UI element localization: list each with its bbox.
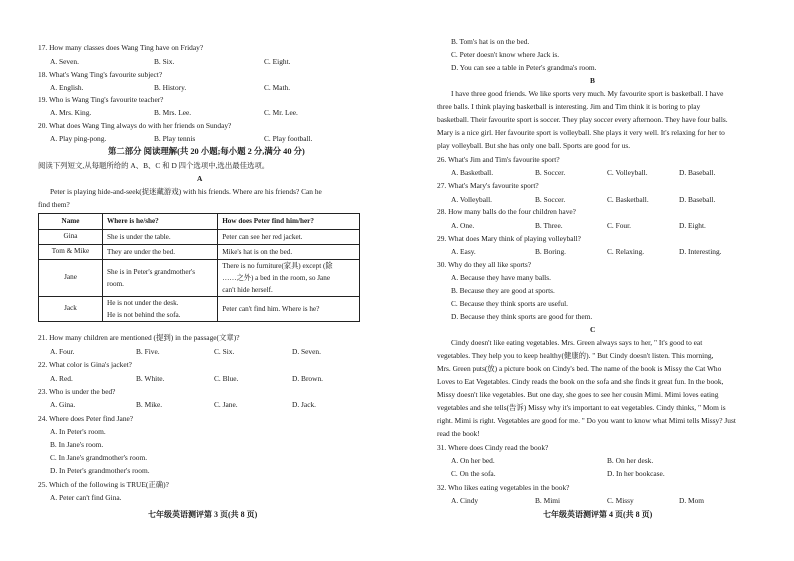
table-cell-where <box>103 260 218 297</box>
question-32-option-d: D. Mom <box>679 496 705 505</box>
question-25-option-c: C. Peter doesn't know where Jack is. <box>451 50 560 59</box>
question-30-option-c: C. Because they think sports are useful. <box>451 299 568 308</box>
question-24-option-d: D. In Peter's grandmother's room. <box>50 466 150 475</box>
right-page <box>397 0 794 561</box>
question-18-option-b: B. History. <box>154 83 187 92</box>
question-29-option-c: C. Relaxing. <box>607 247 645 256</box>
passage-a-intro-line-2: find them? <box>38 200 70 209</box>
hide-and-seek-table <box>38 213 360 322</box>
table-cell-text: She is in Peter's grandmother's <box>107 268 196 276</box>
question-21-option-a: A. Four. <box>50 347 75 356</box>
page-footer: 七年级英语测评第 4 页(共 8 页) <box>543 510 653 519</box>
question-21-option-c: C. Six. <box>214 347 235 356</box>
question-18-stem: 18. What's Wang Ting's favourite subject? <box>38 70 163 79</box>
question-21-option-b: B. Five. <box>136 347 160 356</box>
question-27-option-d: D. Baseball. <box>679 195 716 204</box>
table-cell-name: Gina <box>39 230 103 245</box>
passage-c-line: Loves to Eat Vegetables. Cindy reads the book on the sofa and she finds it great fun. In the book, <box>437 377 724 386</box>
question-20-stem: 20. What does Wang Ting always do with her friends on Sunday? <box>38 121 232 130</box>
question-27-stem: 27. What's Mary's favourite sport? <box>437 181 539 190</box>
question-20-option-c: C. Play football. <box>264 134 313 143</box>
table-cell-name: Tom & Mike <box>39 245 103 260</box>
question-22-option-c: C. Blue. <box>214 374 239 383</box>
table-cell-how <box>218 230 360 245</box>
passage-b-line: basketball. Their favourite sport is soccer. They play soccer every afternoon. They have four balls. <box>437 115 728 124</box>
table-cell-text: He is not behind the sofa. <box>107 311 181 319</box>
question-24-stem: 24. Where does Peter find Jane? <box>38 414 134 423</box>
passage-b-line: play volleyball. But she has only one ball. Sports are good for us. <box>437 141 631 150</box>
question-19-stem: 19. Who is Wang Ting's favourite teacher? <box>38 95 164 104</box>
question-23-option-b: B. Mike. <box>136 400 163 409</box>
passage-c-label: C <box>590 325 596 334</box>
table-cell-where <box>103 230 218 245</box>
question-18-option-c: C. Math. <box>264 83 291 92</box>
question-29-option-d: D. Interesting. <box>679 247 722 256</box>
question-23-option-a: A. Gina. <box>50 400 76 409</box>
passage-c-line: right. Mimi is right. Vegetables are good for me. " Do you want to know what Mimi tells Missy? Just <box>437 416 736 425</box>
question-31-option-c: C. On the sofa. <box>451 469 496 478</box>
question-32-stem: 32. Who likes eating vegetables in the book? <box>437 483 570 492</box>
question-17-stem: 17. How many classes does Wang Ting have on Friday? <box>38 43 204 52</box>
passage-c-line: Cindy doesn't like eating vegetables. Mrs. Green always says to her, " It's good to eat <box>451 338 703 347</box>
question-25-option-a: A. Peter can't find Gina. <box>50 493 122 502</box>
question-17-option-a: A. Seven. <box>50 57 79 66</box>
question-19-option-c: C. Mr. Lee. <box>264 108 298 117</box>
question-31-option-d: D. In her bookcase. <box>607 469 665 478</box>
table-cell-how <box>218 260 360 297</box>
table-header-row <box>39 214 360 230</box>
question-26-option-a: A. Basketball. <box>451 168 494 177</box>
question-31-stem: 31. Where does Cindy read the book? <box>437 443 549 452</box>
question-22-option-d: D. Brown. <box>292 374 323 383</box>
question-19-option-b: B. Mrs. Lee. <box>154 108 192 117</box>
table-cell-text: can't hide herself. <box>222 286 273 294</box>
question-32-option-a: A. Cindy <box>451 496 479 505</box>
question-26-option-c: C. Volleyball. <box>607 168 648 177</box>
question-30-stem: 30. Why do they all like sports? <box>437 260 532 269</box>
question-30-option-b: B. Because they are good at sports. <box>451 286 555 295</box>
question-24-option-b: B. In Jane's room. <box>50 440 104 449</box>
passage-a-label: A <box>197 174 203 183</box>
passage-c-line: vegetables and she tells(告诉) Missy why it's important to eat vegetables. Cindy thinks, " Mom is <box>437 403 726 412</box>
question-31-option-b: B. On her desk. <box>607 456 654 465</box>
question-23-option-c: C. Jane. <box>214 400 238 409</box>
passage-c-line: vegetables. They help you to keep healthy(健康的). " But Cindy doesn't listen. This morning, <box>437 351 714 360</box>
table-row <box>39 260 360 297</box>
question-20-option-a: A. Play ping-pong. <box>50 134 107 143</box>
table-cell-text: They are under the bed. <box>107 248 176 256</box>
table-cell-where <box>103 297 218 322</box>
question-18-option-a: A. English. <box>50 83 84 92</box>
question-28-option-b: B. Three. <box>535 221 563 230</box>
question-17-option-c: C. Eight. <box>264 57 291 66</box>
question-26-stem: 26. What's Jim and Tim's favourite sport? <box>437 155 560 164</box>
table-cell-text: room. <box>107 280 124 288</box>
question-27-option-c: C. Basketball. <box>607 195 649 204</box>
table-header-where: Where is he/she? <box>103 214 218 230</box>
table-cell-where <box>103 245 218 260</box>
question-24-option-a: A. In Peter's room. <box>50 427 106 436</box>
table-cell-name: Jane <box>39 260 103 297</box>
question-29-option-a: A. Easy. <box>451 247 476 256</box>
table-row <box>39 245 360 260</box>
passage-b-line: Mary is a nice girl. Her favourite sport is volleyball. She plays it very well. It's relaxing for her to <box>437 128 725 137</box>
question-20-option-b: B. Play tennis <box>154 134 196 143</box>
question-27-option-a: A. Volleyball. <box>451 195 492 204</box>
table-header-how: How does Peter find him/her? <box>218 214 360 230</box>
question-24-option-c: C. In Jane's grandmother's room. <box>50 453 148 462</box>
table-cell-how <box>218 297 360 322</box>
passage-b-line: three balls. I think playing basketball is interesting. Jim and Tim think it is boring to play <box>437 102 701 111</box>
question-23-stem: 23. Who is under the bed? <box>38 387 116 396</box>
question-22-stem: 22. What color is Gina's jacket? <box>38 360 132 369</box>
table-row <box>39 230 360 245</box>
question-30-option-d: D. Because they think sports are good for them. <box>451 312 593 321</box>
table-cell-text: ……之外) a bed in the room, so Jane <box>222 274 331 282</box>
section-instruction: 阅读下列短文,从每题所给的 A、B、C 和 D 四个选项中,选出最佳选项。 <box>38 161 270 170</box>
table-header-name: Name <box>39 214 103 230</box>
passage-c-line: Missy doesn't like vegetables. But one day, she goes to see her cousin Mimi. Mimi loves eating <box>437 390 719 399</box>
question-28-stem: 28. How many balls do the four children have? <box>437 207 576 216</box>
question-32-option-b: B. Mimi <box>535 496 561 505</box>
passage-c-line: read the book! <box>437 429 480 438</box>
table-cell-how <box>218 245 360 260</box>
passage-b-line: I have three good friends. We like sports very much. My favourite sport is basketball. I have <box>451 89 724 98</box>
table-cell-text: Peter can see her red jacket. <box>222 233 303 241</box>
question-21-option-d: D. Seven. <box>292 347 321 356</box>
question-28-option-a: A. One. <box>451 221 475 230</box>
table-cell-text: She is under the table. <box>107 233 171 241</box>
question-21-stem: 21. How many children are mentioned (提到) in the passage(文章)? <box>38 333 240 342</box>
question-28-option-c: C. Four. <box>607 221 632 230</box>
question-22-option-a: A. Red. <box>50 374 73 383</box>
page-footer: 七年级英语测评第 3 页(共 8 页) <box>148 510 258 519</box>
table-cell-text: There is no furniture(家具) except (除 <box>222 262 333 270</box>
question-28-option-d: D. Eight. <box>679 221 706 230</box>
question-25-option-d: D. You can see a table in Peter's grandma's room. <box>451 63 597 72</box>
passage-c-line: Mrs. Green puts(放) a picture book on Cindy's bed. The name of the book is Missy the Cat Who <box>437 364 722 373</box>
passage-b-label: B <box>590 76 595 85</box>
question-30-option-a: A. Because they have many balls. <box>451 273 551 282</box>
question-29-stem: 29. What does Mary think of playing volleyball? <box>437 234 581 243</box>
section-title: 第二部分 阅读理解(共 20 小题;每小题 2 分,满分 40 分) <box>108 147 305 156</box>
question-17-option-b: B. Six. <box>154 57 175 66</box>
question-27-option-b: B. Soccer. <box>535 195 566 204</box>
question-23-option-d: D. Jack. <box>292 400 317 409</box>
question-29-option-b: B. Boring. <box>535 247 567 256</box>
question-26-option-b: B. Soccer. <box>535 168 566 177</box>
table-cell-name: Jack <box>39 297 103 322</box>
question-25-stem: 25. Which of the following is TRUE(正确)? <box>38 480 169 489</box>
question-32-option-c: C. Missy <box>607 496 634 505</box>
question-19-option-a: A. Mrs. King. <box>50 108 92 117</box>
table-cell-text: Mike's hat is on the bed. <box>222 248 293 256</box>
table-cell-text: Peter can't find him. Where is he? <box>222 305 320 313</box>
question-25-option-b: B. Tom's hat is on the bed. <box>451 37 530 46</box>
table-row <box>39 297 360 322</box>
table-cell-text: He is not under the desk. <box>107 299 179 307</box>
question-26-option-d: D. Baseball. <box>679 168 716 177</box>
passage-a-intro-line-1: Peter is playing hide-and-seek(捉迷藏游戏) with his friends. Where are his friends? Can he <box>50 187 322 196</box>
question-22-option-b: B. White. <box>136 374 165 383</box>
question-31-option-a: A. On her bed. <box>451 456 495 465</box>
